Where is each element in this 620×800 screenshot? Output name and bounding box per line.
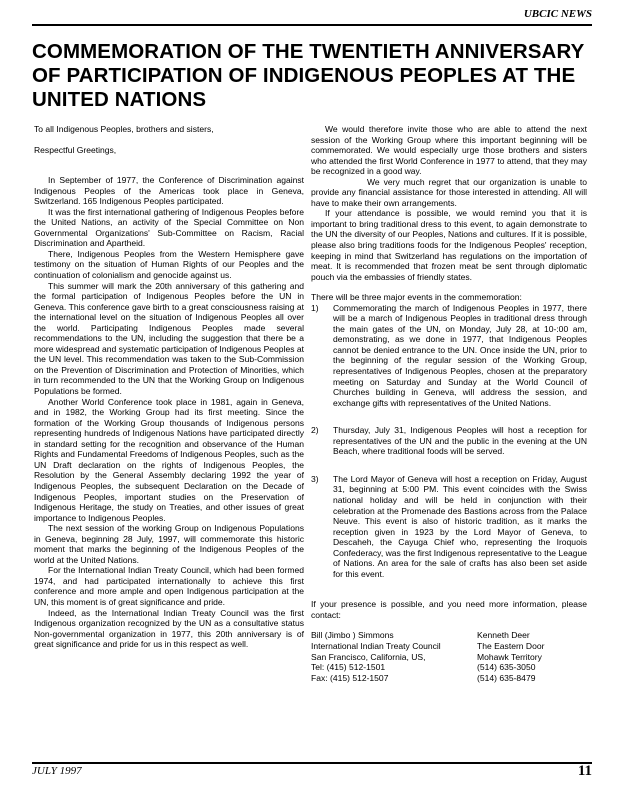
events-intro: There will be three major events in the commemoration: [311, 292, 522, 303]
paragraph: Indeed, as the International Indian Treaty Council was the first Indigenous organization recognized by the UN as a consultative status Non-governmental organization in 1977, this 20th anniversary is of great significance and pride for us in this respect as well. [34, 607, 304, 650]
contacts [311, 630, 587, 683]
publication-name: UBCIC NEWS [523, 8, 592, 20]
list-item [311, 425, 587, 457]
contact-line: (514) 635-3050 [477, 662, 536, 673]
contact-line: International Indian Treaty Council [311, 640, 441, 651]
contact-card [311, 630, 466, 683]
paragraph: In September of 1977, the Conference of Discrimination against Indigenous Peoples of the Americas took place in Geneva, Switzerland. 165 Indigenous Peoples participated. [34, 175, 304, 207]
event-number: 2) [311, 425, 319, 436]
page-number: 11 [577, 763, 592, 779]
event-text: Thursday, July 31, Indigenous Peoples will host a reception for representatives of the UN and the public in the evening at the UN Beach, where traditional foods will be served. [333, 425, 587, 457]
paragraph: We would therefore invite those who are able to attend the next session of the Working Group where this important beginning will be commemorated. We would especially urge those brothers and sisters who attended the first World Conference in 1977 to attend, that they may be recognized in a good way. [311, 124, 587, 177]
list-item [311, 303, 587, 408]
bottom-rule [32, 762, 592, 764]
contact-line: Tel: (415) 512-1501 [311, 662, 386, 673]
list-item [311, 474, 587, 579]
right-column [311, 124, 587, 683]
contact-line: Kenneth Deer [477, 630, 530, 641]
event-text: Commemorating the march of Indigenous Peoples in 1977, there will be a march of Indigenous Peoples in traditional dress through the main gates of the UN, on Monday, July 28, at 10-:00 am, demonstrating, as we done in 1977, that Indigenous Peoples cannot be denied entrance to the UN. Once inside the UN, prior to the beginning of the regular session of the Working Group, representatives of Indigenous Peoples, chosen at the preparatory meeting on Saturday and Sunday at the World Council of Churches building in Geneva, will address the session, and exchange gifts with representatives of the United Nations. [333, 302, 587, 408]
paragraph: Another World Conference took place in 1981, again in Geneva, and in 1982, the Working Group had its first meeting. Since the formation of the Working Group thousands of Indigenous persons representing hundreds of Indigenous Nations have participated directly in standard setting for the recognition and observance of the Human Rights and Fundamental Freedoms of Indigenous Peoples, such as the UN Draft declaration on the rights of Indigenous Peoples, the Resolution by the General Assembly declaring 1992 the year of Indigenous Peoples, the subsequent Declaration on the Decade of Indigenous Peoples, important studies on the Preservation of Indigenous Heritage, the study on Treaties, and other issues of great importance to Indigenous Peoples. [34, 396, 304, 523]
contact-intro: If your presence is possible, and you need more information, please contact: [311, 599, 587, 620]
events-list [311, 303, 587, 580]
contact-line: Bill (Jimbo ) Simmons [311, 630, 394, 641]
paragraph: We very much regret that our organization is unable to provide any financial assistance for those interested in attending. All will have to make their own arrangements. [311, 176, 587, 208]
paragraph: This summer will mark the 20th anniversary of this gathering and the formal participation of Indigenous Peoples before the UN in Geneva. This conference gave birth to a great consciousness raising at the international level on the situation of Indigenous Peoples all over the world. Participating Indigenous Peoples made several recommendations to the UN, including the suggestion that there be a more widespread and systematic participation of Indigenous Peoples at the UN level. This recommendation was taken to the Sub-Commission on the Prevention of Discrimination and Protection of Minorities, which in turn recommended to the UN that the Working Group on Indigenous Populations be formed. [34, 280, 304, 397]
paragraph: It was the first international gathering of Indigenous Peoples before the United Nations, an activity of the Special Committee on Non Governmental Organizations' Sub-Committee on Racism, Racial Discrimination and Apartheid. [34, 206, 304, 249]
top-rule [32, 24, 592, 26]
greeting: Respectful Greetings, [34, 144, 117, 155]
paragraph: For the International Indian Treaty Council, which had been formed 1974, and had participated internationally to achieve this first conference and more ample and open Indigenous participation at the UN, this moment is of great significance and pride. [34, 565, 304, 607]
contact-line: Mohawk Territory [477, 651, 542, 662]
issue-date: JULY 1997 [32, 765, 82, 777]
article-title: COMMEMORATION OF THE TWENTIETH ANNIVERSARY OF PARTICIPATION OF INDIGENOUS PEOPLES AT THE UNITED NATIONS [32, 40, 584, 111]
contact-line: (514) 635-8479 [477, 672, 536, 683]
contact-line: San Francisco, California, US, [311, 651, 426, 662]
contact-line: The Eastern Door [477, 640, 545, 651]
paragraph: There, Indigenous Peoples from the Western Hemisphere gave testimony on the situation of Human Rights of our Peoples and the continuation of colonialism and genocide against us. [34, 248, 304, 281]
contact-line: Fax: (415) 512-1507 [311, 672, 389, 683]
paragraph: If your attendance is possible, we would remind you that it is important to bring traditional dress to this event, to again demonstrate to the UN the diversity of our Peoples, Nations and cultures. If it is possible, please also bring traditions foods for the Indigenous Peoples' reception, keeping in mind that Switzerland has regulations on the importation of meat. It is recommended that frozen meat be sent through diplomatic pouch via the embassies of friendly states. [311, 208, 587, 282]
paragraph: The next session of the working Group on Indigenous Populations in Geneva, beginning 28 July, 1997, will commemorate this historic moment that marks the beginning of the Indigenous Peoples of the world at the United Nations. [34, 523, 304, 565]
event-text: The Lord Mayor of Geneva will host a reception on Friday, August 31, beginning at 5:00 PM. This event coincides with the Swiss national holiday and will be held in conjunction with their celebration at the Promenade des Bastions across from the Palace Neuve. This event is also of historic tradition, as it marks the reception given in 1923 by the Lord Mayor of Geneva, to Descaheh, the Cayuga Chief who, representing the Iroquois Confederacy, was the first Indigenous representative to the League of Nations. An area for the sale of crafts has also been set aside for this event. [333, 473, 587, 579]
event-number: 3) [311, 473, 319, 484]
event-number: 1) [311, 302, 319, 313]
contact-card [477, 630, 587, 683]
salutation: To all Indigenous Peoples, brothers and sisters, [34, 124, 214, 134]
left-column [34, 124, 304, 650]
